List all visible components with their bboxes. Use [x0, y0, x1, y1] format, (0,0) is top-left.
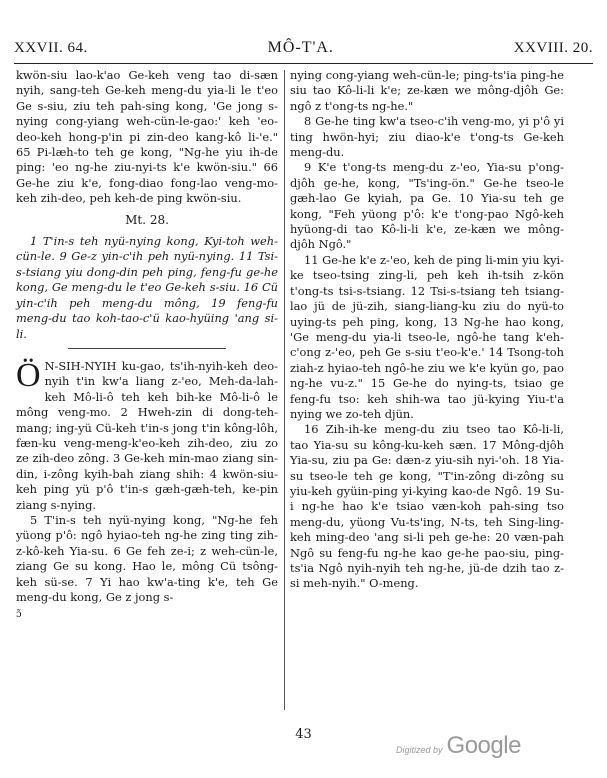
text-paragraph: nying cong-yiang weh-cün-le; ping-ts'ia ping-he siu tao Kô-li-li k'e; ze-kæn we mông-djôh Ge: ngô z t'ong-ts ng-he.": [290, 68, 564, 113]
running-header: [14, 36, 593, 60]
google-logo: Google: [446, 732, 521, 759]
opening-text: N-SIH-NYIH ku-gao, ts'ih-nyih-keh deo-nyih t'in kw'a liang z-'eo, Meh-da-lah-keh Mô-li-ô teh keh bih-ke Mô-li-ô le mông veng-mo. 2 Hweh-zin di dong-teh-mang; ing-yü Cü-keh t'in-s jong t'in kông-lôh, fæn-ku veng-meng-k'eo-keh zih-deo, ziu zo ze zih-deo zông. 3 Ge-keh min-mao ziang sin-din, i-zông kyih-bah ziang shih: 4 kwön-siu-keh ping yü p'ô t'in-s gæh-gæh-teh, ke-pin ziang s-nying.: [16, 358, 278, 512]
summary-separator: [68, 348, 225, 349]
left-column: [16, 68, 278, 623]
text-paragraph: 5 T'in-s teh nyü-nying kong, "Ng-he feh yüong p'ô: ngô hyiao-teh ng-he zing ting zih-z-kô-keh Yia-su. 6 Ge feh ze-i; z weh-cün-le, ziang Ge su kong. Hao le, mông Cü tsông-keh sü-se. 7 Yi hao kw'a-ting k'e, teh Ge meng-du kong, Ge z jong s-: [16, 512, 278, 604]
column-divider: [284, 70, 285, 710]
margin-mark: ɔ̃: [16, 609, 22, 621]
chapter-summary: 1 T'in-s teh nyü-nying kong, Kyi-toh weh-cün-le. 9 Ge-z yin-c'ih peh nyü-nying. 11 Tsi-s-tsiang yiu dong-din peh ping, feng-fu ge-he kong, Ge meng-du le t'eo Ge-keh s-siu. 16 Cü yin-c'ih peh meng-du mông, 19 feng-fu meng-du tao koh-tao-c'ü kao-hyüing 'ang si-li.: [16, 234, 278, 341]
text-paragraph: 11 Ge-he k'e z-'eo, keh de ping li-min yiu kyi-ke tseo-tsing zing-li, peh keh ih-tsih z-kön t'ong-ts tsi-s-tsiang. 12 Tsi-s-tsiang teh tsiang-lao jü de jü-zih, siang-liang-ku ziu do nyü-to uying-ts peh ping, kong, 13 Ng-he hao kong, 'Ge meng-du yia-li tseo-le, ngô-he tang k'eh-c'ong z-'eo, peh Ge s-siu t'eo-k'e.' 14 Tsong-toh ziah-z hyiao-teh ngô-he ziu we k'e kyün go, pao ng-he vu-z." 15 Ge-he do nying-ts, tsiao ge feng-fu tso: keh shih-wa tao jü-kying Yiu-t'a nying we zo-teh djün.: [290, 252, 564, 421]
page-number: 43: [295, 727, 312, 742]
text-paragraph: 8 Ge-he ting kw'a tseo-c'ih veng-mo, yi p'ô yi ting hwön-hyi; ziu diao-k'e t'ong-ts Ge-keh meng-du.: [290, 114, 564, 160]
chapter-opening: [16, 356, 278, 513]
text-paragraph: kwön-siu lao-k'ao Ge-keh veng tao di-sæn nyih, sang-teh Ge-keh meng-du yia-li le t'eo Ge s-siu, ziu teh pah-sing kong, 'Ge jong s-nying cong-yiang weh-cün-le-gao:' keh 'eo-deo-keh hong-p'in pi zin-deo kang-kô li-'e." 65 Pi-læh-to teh ge kong, "Ng-he yiu ih-de ping: 'eo ng-he ziu-nyi-ts k'e kwön-siu." 66 Ge-he ziu k'e, fong-diao fong-lao veng-mo-keh zih-deo, peh keh-de ping kwön-siu.: [16, 68, 278, 206]
right-column: [290, 68, 564, 592]
digitized-watermark: [396, 732, 521, 760]
text-paragraph: 9 K'e t'ong-ts meng-du z-'eo, Yia-su p'ong-djôh ge-he, kong, "Ts'ing-ön." Ge-he tseo-le gæh-lao Ge kyiah, pa Ge. 10 Yia-su teh ge kong, "Feh yüong p'ô: k'e t'ong-pao Ngô-keh hyüong-di tao Kô-li-li k'e, ze-kæn we mông-djôh Ngô.": [290, 160, 564, 252]
chapter-heading: Mt. 28.: [125, 212, 169, 227]
header-left-reference: XXVII. 64.: [14, 39, 88, 56]
drop-cap: Ö: [16, 356, 41, 394]
header-right-reference: XXVIII. 20.: [513, 39, 593, 56]
digitized-label: Digitized by: [396, 745, 443, 755]
text-paragraph: 16 Zih-ih-ke meng-du ziu tseo tao Kô-li-li, tao Yia-su su kông-ku-keh sæn. 17 Mông-djôh Yia-su, ziu pa Ge: dæn-z yiu-sih nyi-'oh. 18 Yia-su tseo-le teh ge kong, "T'in-zông di-zông su yiu-keh gyüin-ping yi-kying kao-de Ngô. 19 Su-i ng-he hao k'e tsiao væn-koh pah-sing tso meng-du, yüong Vu-ts'ing, N-ts, teh Sing-ling-keh ming-deo 'ang si-li peh ge-he: 20 væn-pah Ngô su feng-fu ng-he kao ge-he pao-siu, ping-ts'ia Ngô nyih-nyih teh ng-he, jü-de dzih tao z-si meh-nyih." O-meng.: [290, 422, 564, 591]
header-book-title: MÔ-T'A.: [267, 39, 334, 56]
header-rule: [14, 63, 593, 64]
